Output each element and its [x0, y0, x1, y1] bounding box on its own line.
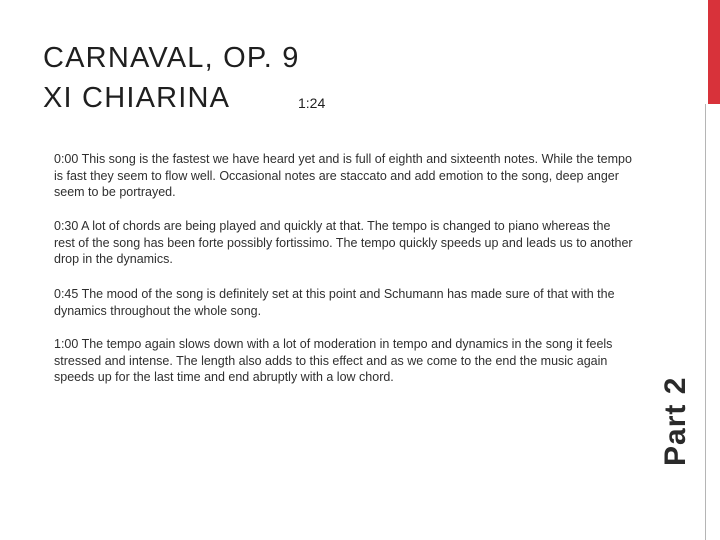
vertical-divider [705, 104, 706, 540]
slide-title-line-2: XI CHIARINA [43, 82, 231, 114]
paragraph-1-00: 1:00 The tempo again slows down with a lot of moderation in tempo and dynamics in the song it feels stressed and intense. The length also adds to this effect and as we come to the end the music again speeds up for the last time and end abruptly with a low chord. [54, 337, 613, 384]
accent-bar [708, 0, 720, 104]
paragraph-0-00: 0:00 This song is the fastest we have heard yet and is full of eighth and sixteenth notes. While the tempo is fast they seem to flow well. Occasional notes are staccato and add emotion to the song, deep anger seem to be portrayed. [54, 152, 632, 199]
duration-label: 1:24 [298, 95, 326, 111]
slide-title-line-1: CARNAVAL, OP. 9 [43, 42, 300, 74]
paragraph-0-30: 0:30 A lot of chords are being played and quickly at that. The tempo is changed to piano whereas the rest of the song has been forte possibly fortissimo. The tempo quickly speeds up and leads us to another drop in the dynamics. [54, 219, 633, 266]
part-label: Part 2 [659, 376, 692, 466]
paragraph-0-45: 0:45 The mood of the song is definitely set at this point and Schumann has made sure of that with the dynamics throughout the whole song. [54, 287, 615, 318]
